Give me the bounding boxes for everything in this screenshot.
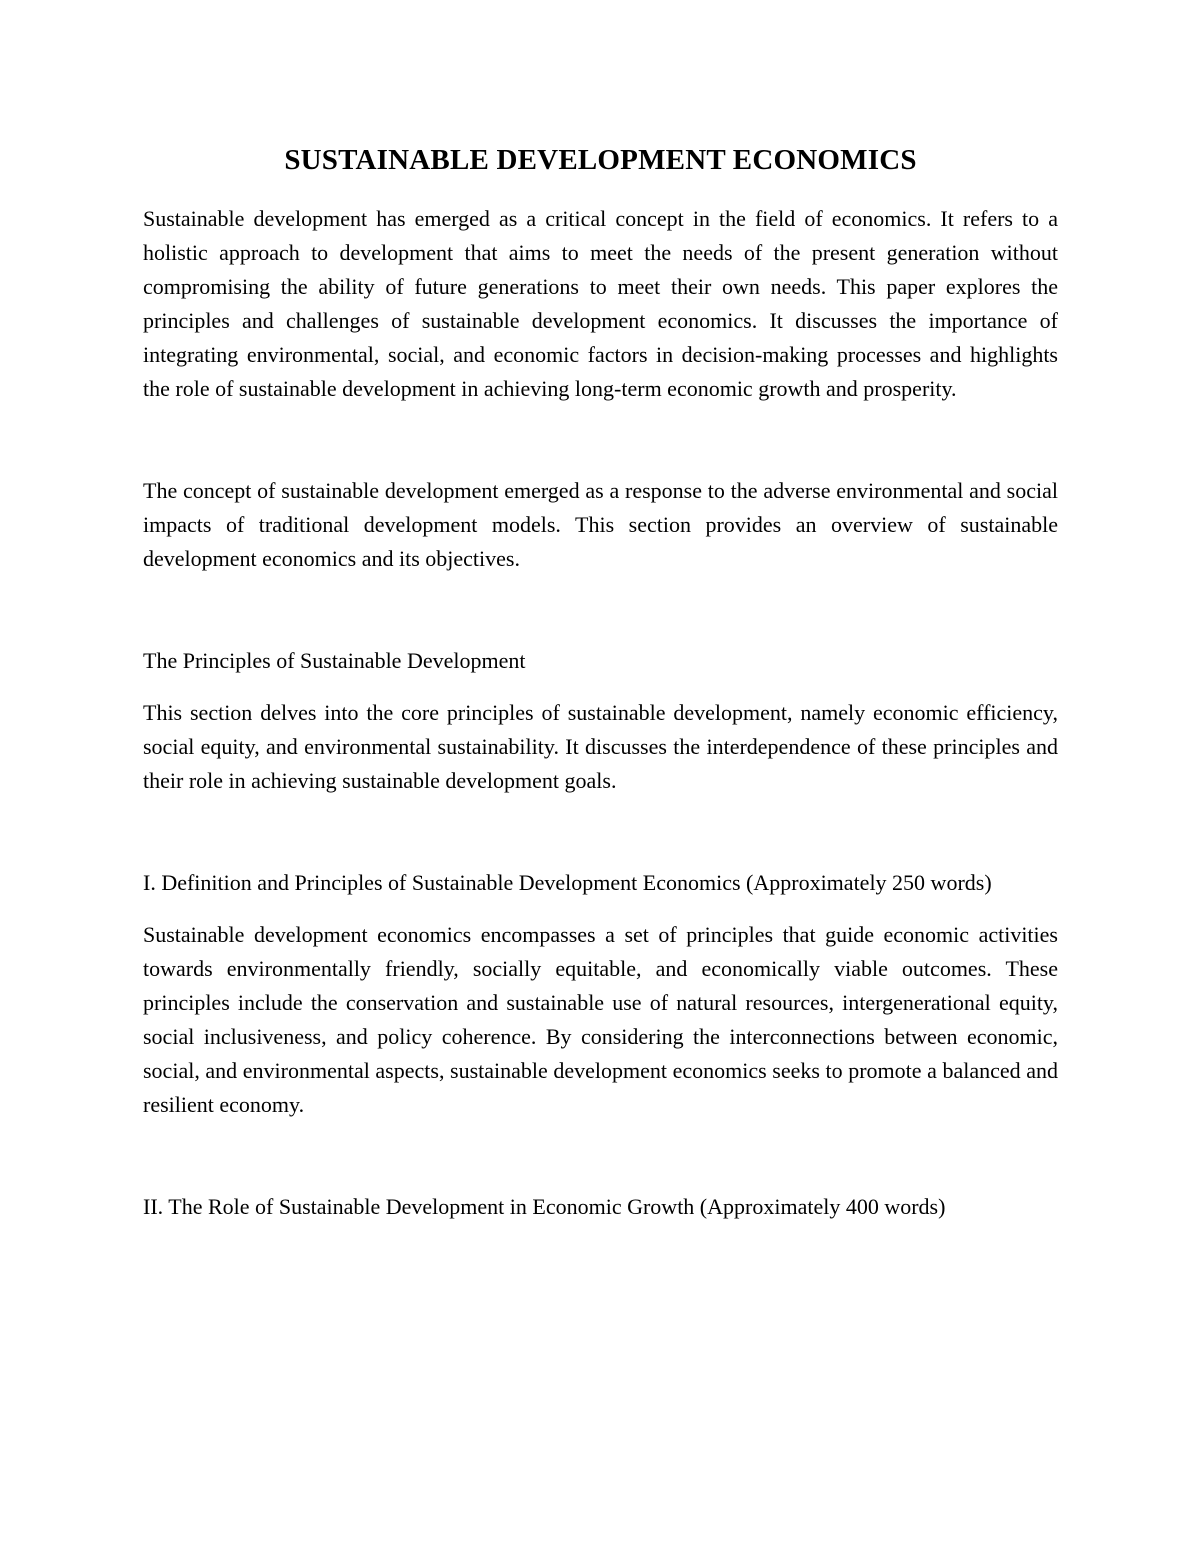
principles-paragraph: This section delves into the core principles of sustainable development, namely economic efficiency, social equity, and environmental sustainability. It discusses the interdependence of these principles and their role in achieving sustainable development goals.: [143, 700, 1058, 793]
document-page: [143, 138, 1058, 1224]
intro-paragraph: The concept of sustainable development emerged as a response to the adverse environmental and social impacts of traditional development models. This section provides an overview of sustainable development economics and its objectives.: [143, 478, 1058, 571]
abstract-paragraph: Sustainable development has emerged as a critical concept in the field of economics. It refers to a holistic approach to development that aims to meet the needs of the present generation without compromising the ability of future generations to meet their own needs. This paper explores the principles and challenges of sustainable development economics. It discusses the importance of integrating environmental, social, and economic factors in decision-making processes and highlights the role of sustainable development in achieving long-term economic growth and prosperity.: [143, 206, 1058, 401]
document-title: SUSTAINABLE DEVELOPMENT ECONOMICS: [284, 144, 917, 176]
section-1-paragraph: Sustainable development economics encompasses a set of principles that guide economic activities towards environmentally friendly, socially equitable, and economically viable outcomes. These principles include the conservation and sustainable use of natural resources, intergenerational equity, social inclusiveness, and policy coherence. By considering the interconnections between economic, social, and environmental aspects, sustainable development economics seeks to promote a balanced and resilient economy.: [143, 922, 1058, 1117]
section-2-heading: II. The Role of Sustainable Development in Economic Growth (Approximately 400 words): [143, 1194, 946, 1219]
principles-heading: The Principles of Sustainable Development: [143, 648, 526, 673]
section-1-heading: I. Definition and Principles of Sustainable Development Economics (Approximately 250 words): [143, 870, 992, 895]
